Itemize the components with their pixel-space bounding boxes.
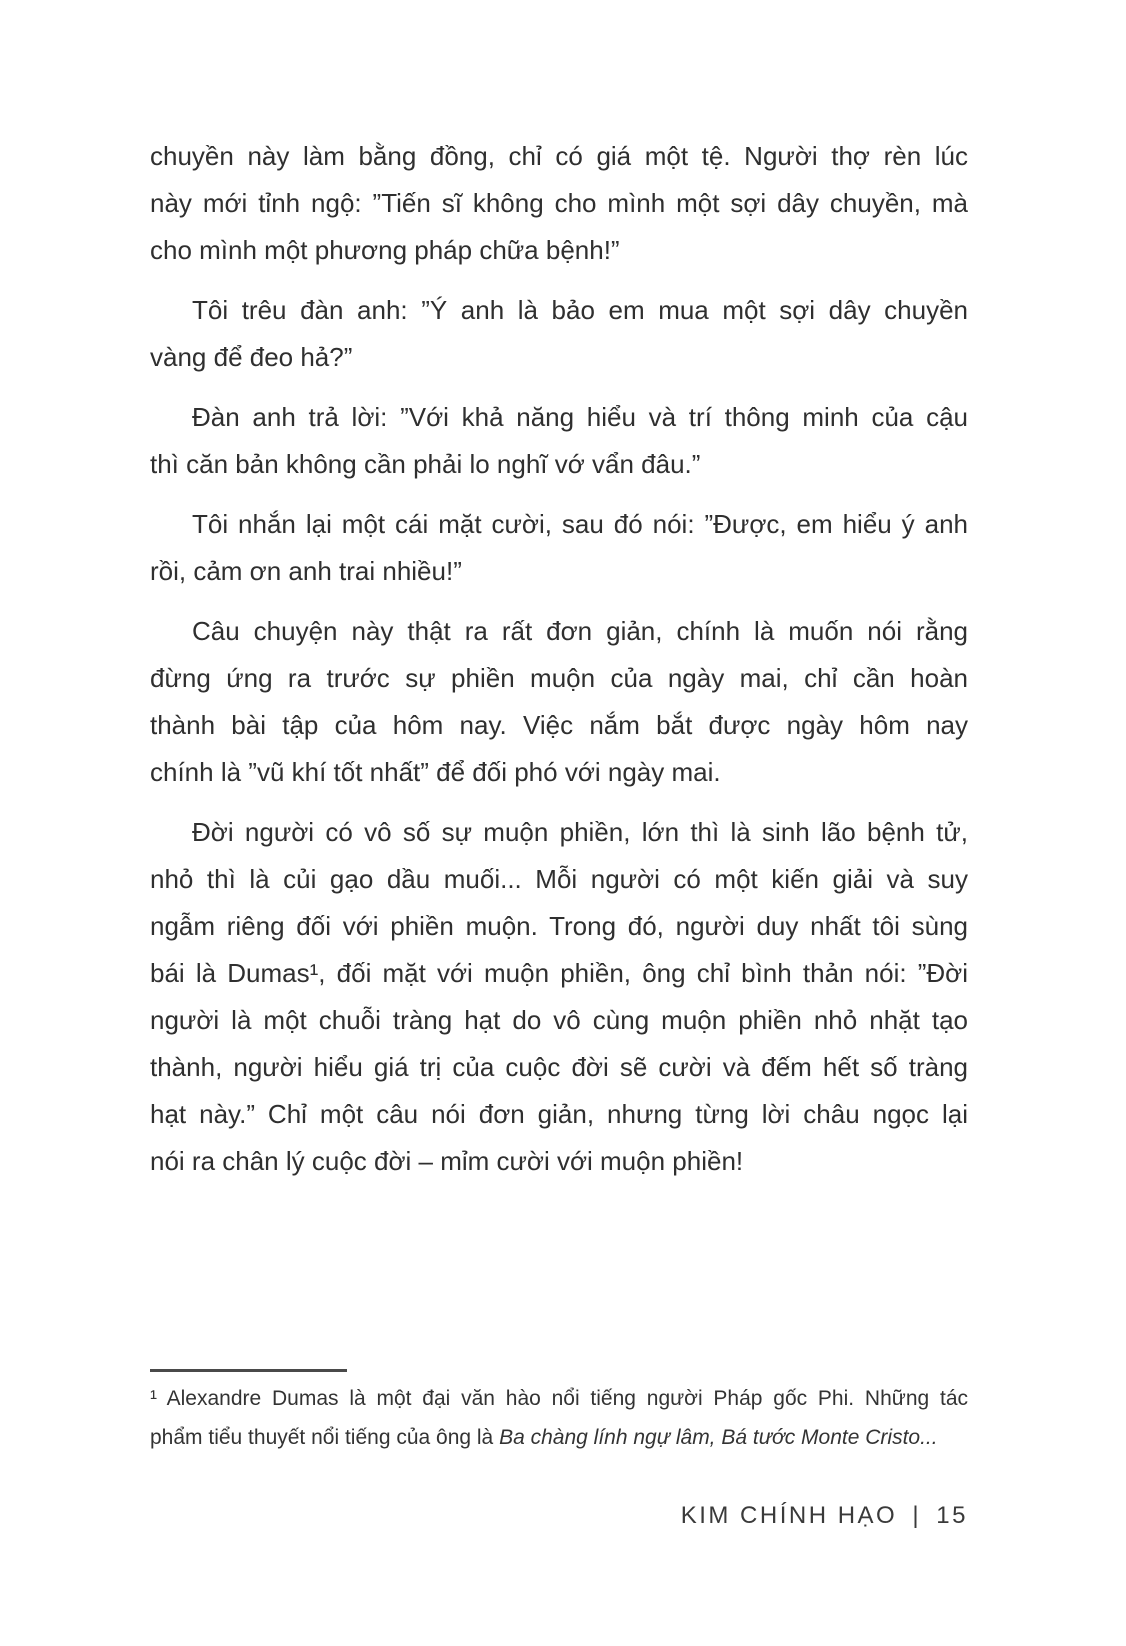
body-line: nhỏ thì là củi gạo dầu muối... Mỗi người có một kiến giải và suy bbox=[150, 864, 968, 894]
footnote-text: phẩm tiểu thuyết nổi tiếng của ông là bbox=[150, 1426, 500, 1449]
paragraph-6 bbox=[150, 809, 968, 1185]
body-line: cho mình một phương pháp chữa bệnh!” bbox=[150, 235, 620, 265]
body-line: chính là ”vũ khí tốt nhất” để đối phó với ngày mai. bbox=[150, 757, 721, 787]
page-body bbox=[150, 133, 968, 1185]
paragraph-5 bbox=[150, 608, 968, 796]
footnote-book-titles: Ba chàng lính ngự lâm, Bá tước Monte Cristo... bbox=[499, 1426, 938, 1449]
body-line: rồi, cảm ơn anh trai nhiều!” bbox=[150, 556, 462, 586]
body-line: thành bài tập của hôm nay. Việc nắm bắt được ngày hôm nay bbox=[150, 710, 968, 740]
body-line: vàng để đeo hả?” bbox=[150, 342, 353, 372]
page-number: 15 bbox=[936, 1502, 968, 1529]
footnote-line bbox=[150, 1418, 968, 1457]
body-line: ngẫm riêng đối với phiền muộn. Trong đó, người duy nhất tôi sùng bbox=[150, 911, 968, 941]
body-line: người là một chuỗi tràng hạt do vô cùng muộn phiền nhỏ nhặt tạo bbox=[150, 1005, 968, 1035]
paragraph-1 bbox=[150, 133, 968, 274]
body-line: Đàn anh trả lời: ”Với khả năng hiểu và trí thông minh của cậu bbox=[192, 402, 968, 432]
paragraph-2 bbox=[150, 287, 968, 381]
body-line: đừng ứng ra trước sự phiền muộn của ngày mai, chỉ cần hoàn bbox=[150, 663, 968, 693]
body-line: Tôi trêu đàn anh: ”Ý anh là bảo em mua một sợi dây chuyền bbox=[192, 295, 968, 325]
footnote-separator-rule bbox=[150, 1369, 347, 1372]
body-line: này mới tỉnh ngộ: ”Tiến sĩ không cho mình một sợi dây chuyền, mà bbox=[150, 188, 968, 218]
body-line: Tôi nhắn lại một cái mặt cười, sau đó nói: ”Được, em hiểu ý anh bbox=[192, 509, 968, 539]
page-footer bbox=[681, 1502, 968, 1530]
paragraph-4 bbox=[150, 501, 968, 595]
paragraph-3 bbox=[150, 394, 968, 488]
footnote bbox=[150, 1379, 968, 1457]
body-line: thì căn bản không cần phải lo nghĩ vớ vẩn đâu.” bbox=[150, 449, 701, 479]
body-line: Câu chuyện này thật ra rất đơn giản, chính là muốn nói rằng bbox=[192, 616, 968, 646]
footer-separator: | bbox=[912, 1502, 922, 1529]
body-line: Đời người có vô số sự muộn phiền, lớn thì là sinh lão bệnh tử, bbox=[192, 817, 968, 847]
footnote-line: ¹ Alexandre Dumas là một đại văn hào nổi tiếng người Pháp gốc Phi. Những tác bbox=[150, 1387, 968, 1410]
body-line: thành, người hiểu giá trị của cuộc đời sẽ cười và đếm hết số tràng bbox=[150, 1052, 968, 1082]
running-footer-author: KIM CHÍNH HẠO bbox=[680, 1502, 898, 1529]
body-line: chuyền này làm bằng đồng, chỉ có giá một tệ. Người thợ rèn lúc bbox=[150, 141, 968, 171]
body-line: bái là Dumas¹, đối mặt với muộn phiền, ông chỉ bình thản nói: ”Đời bbox=[150, 958, 968, 988]
body-line: nói ra chân lý cuộc đời – mỉm cười với muộn phiền! bbox=[150, 1146, 744, 1176]
body-line: hạt này.” Chỉ một câu nói đơn giản, nhưng từng lời châu ngọc lại bbox=[150, 1099, 968, 1129]
